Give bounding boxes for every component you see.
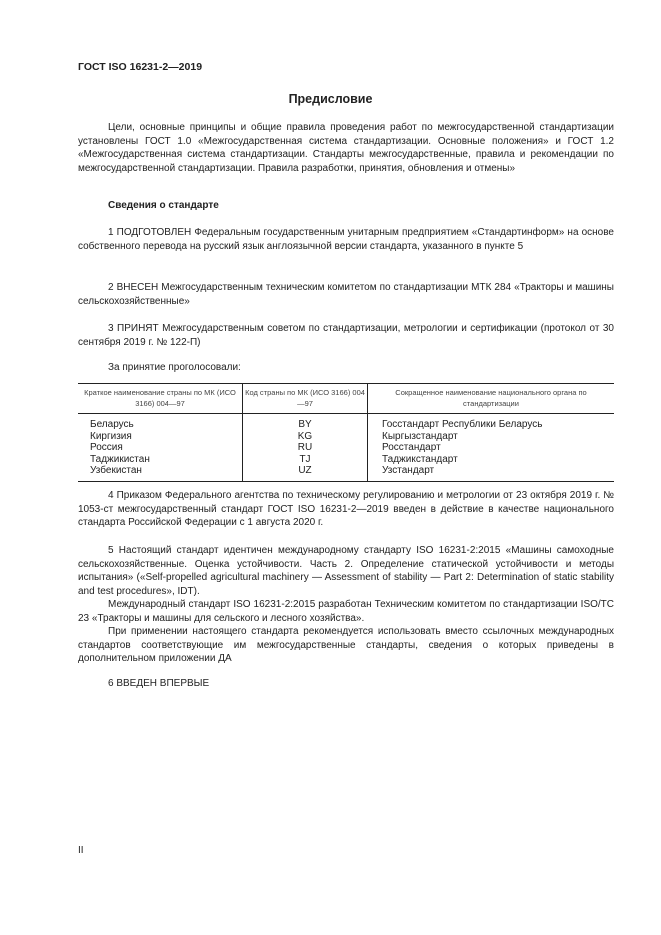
country-cell: Киргизия bbox=[78, 431, 243, 443]
vote-intro: За принятие проголосовали: bbox=[108, 362, 241, 373]
country-cell: Таджикистан bbox=[78, 454, 243, 466]
org-cell: Узстандарт bbox=[368, 465, 615, 481]
item-5-application-note: При применении настоящего стандарта рекомендуется использовать вместо ссылочных международных стандартов соответствующие им межгосударственные стандарты, сведения о которых приведены в дополнительном приложении ДА bbox=[78, 626, 614, 665]
item-3: 3 ПРИНЯТ Межгосударственным советом по стандартизации, метрологии и сертификации (протокол от 30 сентября 2019 г. № 122-П) bbox=[78, 323, 614, 348]
code-cell: TJ bbox=[243, 454, 368, 466]
section-heading: Сведения о стандарте bbox=[108, 200, 219, 211]
intro-paragraph: Цели, основные принципы и общие правила проведения работ по межгосударственной стандартизации установлены ГОСТ 1.0 «Межгосударственная система стандартизации. Основные положения» и ГОСТ 1.2 «Межгосударственная система стандартизации. Стандарты межгосударственные, правила и рекомендации по межгосударственной стандартизации. Правила разработки, принятия, обновления и отмены» bbox=[78, 122, 614, 174]
country-cell: Беларусь bbox=[78, 414, 243, 431]
item-6: 6 ВВЕДЕН ВПЕРВЫЕ bbox=[108, 678, 210, 689]
table-row bbox=[78, 431, 614, 443]
table-row bbox=[78, 414, 614, 431]
code-cell: UZ bbox=[243, 465, 368, 481]
country-cell: Узбекистан bbox=[78, 465, 243, 481]
item-2: 2 ВНЕСЕН Межгосударственным техническим комитетом по стандартизации МТК 284 «Тракторы и машины сельскохозяйственные» bbox=[78, 282, 614, 307]
org-cell: Кыргызстандарт bbox=[382, 430, 458, 442]
table-header-org: Сокращенное наименование национального органа по стандартизации bbox=[368, 384, 615, 414]
item-1: 1 ПОДГОТОВЛЕН Федеральным государственным унитарным предприятием «Стандартинформ» на основе собственного перевода на русский язык англоязычной версии стандарта, указанного в пункте 5 bbox=[78, 227, 614, 252]
table-header-code: Код страны по МК (ИСО 3166) 004—97 bbox=[243, 384, 368, 414]
org-cell: Госстандарт Республики Беларусь bbox=[382, 419, 543, 430]
code-cell: BY bbox=[243, 414, 368, 431]
code-cell: RU bbox=[243, 442, 368, 454]
table-row bbox=[78, 465, 614, 481]
org-cell: Таджикстандарт bbox=[382, 453, 458, 465]
table-header-country: Краткое наименование страны по МК (ИСО 3166) 004—97 bbox=[78, 384, 243, 414]
table-row bbox=[78, 442, 614, 454]
code-cell: KG bbox=[243, 431, 368, 443]
voting-table bbox=[78, 383, 614, 482]
page-title: Предисловие bbox=[288, 92, 373, 106]
item-5-international-standard: Международный стандарт ISO 16231-2:2015 разработан Техническим комитетом по стандартизации ISO/TC 23 «Тракторы и машины для сельского и лесного хозяйства». bbox=[78, 599, 614, 624]
table-row bbox=[78, 454, 614, 466]
item-4: 4 Приказом Федерального агентства по техническому регулированию и метрологии от 23 октября 2019 г. № 1053-ст межгосударственный стандарт ГОСТ ISO 16231-2—2019 введен в действие в качестве национального стандарта Российской Федерации с 1 августа 2020 г. bbox=[78, 490, 614, 529]
org-cell: Росстандарт bbox=[382, 442, 441, 454]
document-code: ГОСТ ISO 16231-2—2019 bbox=[78, 61, 203, 73]
item-5: 5 Настоящий стандарт идентичен международному стандарту ISO 16231-2:2015 «Машины самоходные сельскохозяйственные. Оценка устойчивости. Часть 2. Определение статической устойчивости и методы испытания» («Self-propelled agricultural machinery — Assessment of stability — Part 2: Determination of static stability and test procedures», IDT). bbox=[78, 545, 614, 597]
country-cell: Россия bbox=[78, 442, 243, 454]
page-number: II bbox=[78, 845, 84, 856]
